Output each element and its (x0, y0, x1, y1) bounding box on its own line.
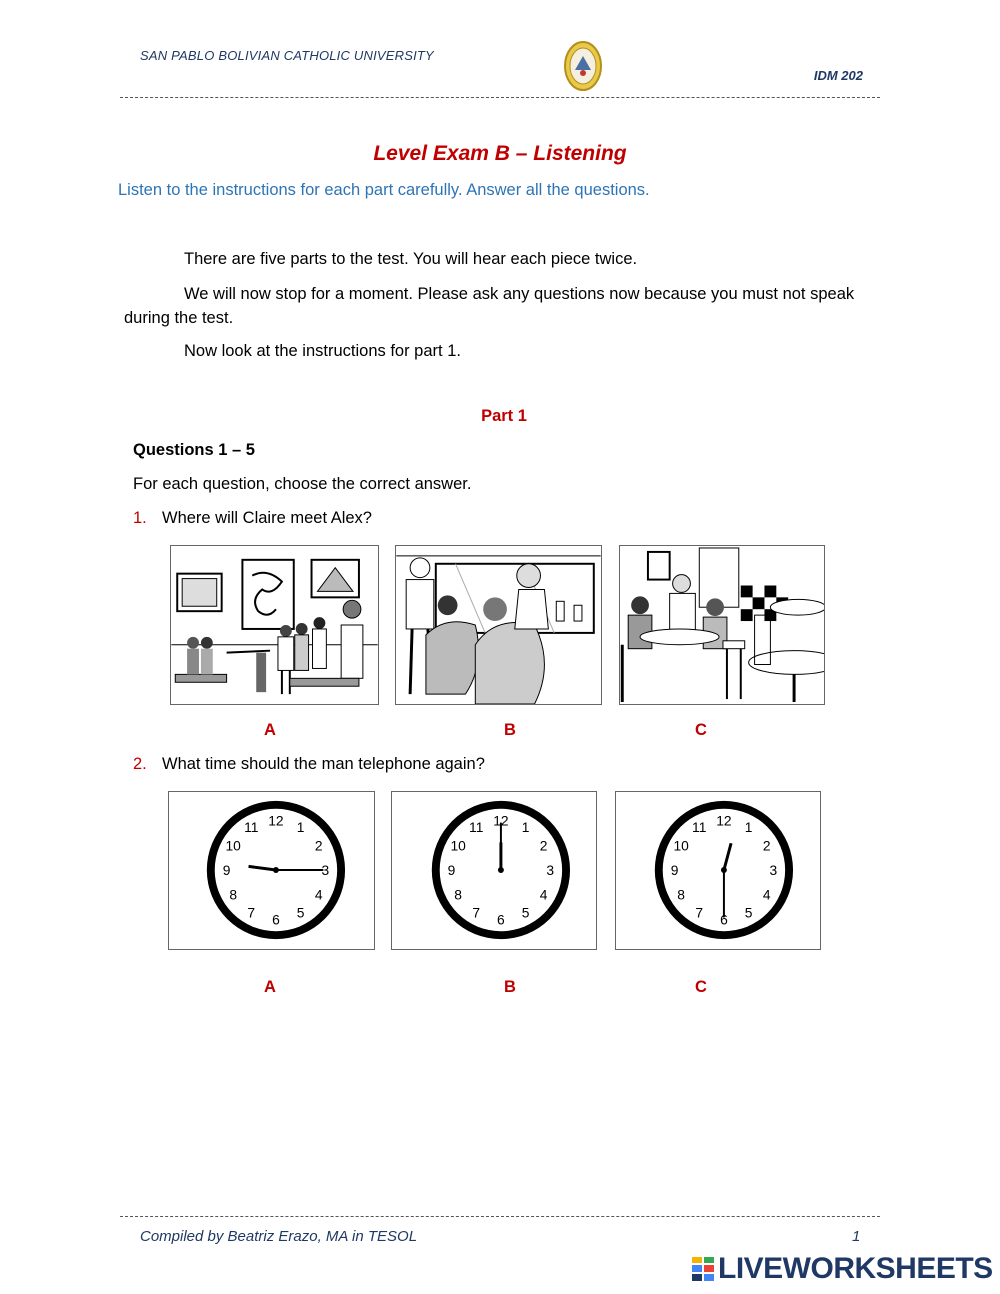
clock-numeral: 11 (692, 819, 707, 836)
question-text: Where will Claire meet Alex? (162, 509, 372, 527)
clock-numeral: 10 (450, 837, 466, 854)
clock-numeral: 1 (521, 819, 530, 836)
clock-numeral: 9 (222, 861, 231, 878)
question-number: 1. (133, 509, 147, 527)
clock-numeral: 3 (769, 861, 778, 878)
liveworksheets-logo (692, 1252, 993, 1286)
university-seal-icon (563, 40, 603, 92)
clock-numeral: 11 (469, 819, 484, 836)
clock-numeral: 4 (314, 886, 323, 903)
clock-numeral: 8 (454, 886, 462, 903)
option-label-c: C (695, 721, 707, 739)
clock-c-svg (616, 792, 820, 949)
option-label-a: A (264, 721, 276, 739)
page-number: 1 (852, 1228, 861, 1245)
clock-numeral: 11 (244, 819, 259, 836)
clock-numeral: 4 (762, 886, 771, 903)
clock-numeral: 1 (744, 819, 753, 836)
clock-numeral: 5 (521, 904, 530, 921)
clock-center (721, 867, 727, 873)
liveworksheets-mark-icon (692, 1257, 714, 1281)
clock-numeral: 2 (539, 837, 548, 854)
clock-numeral: 2 (762, 837, 771, 854)
clock-picture-b[interactable] (391, 791, 597, 950)
clock-picture-c[interactable] (615, 791, 821, 950)
clock-numeral: 8 (677, 886, 686, 903)
header-divider (120, 97, 880, 98)
clock-numeral: 3 (321, 861, 330, 878)
clock-numeral: 7 (247, 904, 256, 921)
clock-numeral: 5 (296, 904, 305, 921)
clock-numeral: 9 (447, 861, 456, 878)
option-label-b: B (504, 978, 516, 996)
hair-salon-picture[interactable] (395, 545, 602, 705)
option-label-c: C (695, 978, 707, 996)
general-instructions: Listen to the instructions for each part carefully. Answer all the questions. (118, 181, 650, 199)
clock-numeral: 5 (744, 904, 753, 921)
university-name: SAN PABLO BOLIVIAN CATHOLIC UNIVERSITY (140, 48, 434, 63)
clock-center (273, 867, 279, 873)
clock-numeral: 9 (670, 861, 679, 878)
clock-numeral: 7 (695, 904, 704, 921)
clock-numeral: 8 (229, 886, 238, 903)
clock-numeral: 10 (225, 837, 241, 854)
clock-numeral: 12 (493, 812, 509, 829)
option-label-a: A (264, 978, 276, 996)
clock-numeral: 10 (673, 837, 689, 854)
question-number: 2. (133, 755, 147, 773)
part-heading: Part 1 (481, 407, 527, 425)
clock-b-svg (392, 792, 596, 949)
clock-center (498, 867, 504, 873)
course-code: IDM 202 (813, 68, 863, 83)
intro-paragraph-3: Now look at the instructions for part 1. (184, 342, 461, 360)
clock-numeral: 12 (268, 812, 284, 829)
cafe-picture[interactable] (619, 545, 825, 705)
clock-numeral: 6 (497, 911, 505, 928)
question-2 (133, 755, 485, 774)
page-title: Level Exam B – Listening (373, 142, 627, 165)
question-text: What time should the man telephone again? (162, 755, 485, 773)
part-instruction: For each question, choose the correct answer. (133, 475, 472, 493)
clock-numeral: 7 (472, 904, 481, 921)
questions-heading: Questions 1 – 5 (133, 441, 255, 459)
clock-a-svg (169, 792, 374, 949)
footer-divider (120, 1216, 880, 1217)
art-gallery-picture[interactable] (170, 545, 379, 705)
intro-paragraph-2: We will now stop for a moment. Please ask any questions now because you must not speak during the test. (124, 285, 855, 327)
option-label-b: B (504, 721, 516, 739)
intro-paragraph-1: There are five parts to the test. You will hear each piece twice. (184, 250, 638, 268)
clock-numeral: 4 (539, 886, 548, 903)
question-1 (133, 509, 372, 528)
clock-numeral: 3 (546, 861, 555, 878)
clock-numeral: 1 (296, 819, 305, 836)
clock-numeral: 6 (720, 911, 728, 928)
clock-numeral: 12 (716, 812, 732, 829)
clock-numeral: 6 (272, 911, 280, 928)
compiler-credit: Compiled by Beatriz Erazo, MA in TESOL (140, 1228, 418, 1245)
clock-picture-a[interactable] (168, 791, 375, 950)
liveworksheets-wordmark: LIVEWORKSHEETS (718, 1252, 993, 1285)
clock-numeral: 2 (314, 837, 323, 854)
